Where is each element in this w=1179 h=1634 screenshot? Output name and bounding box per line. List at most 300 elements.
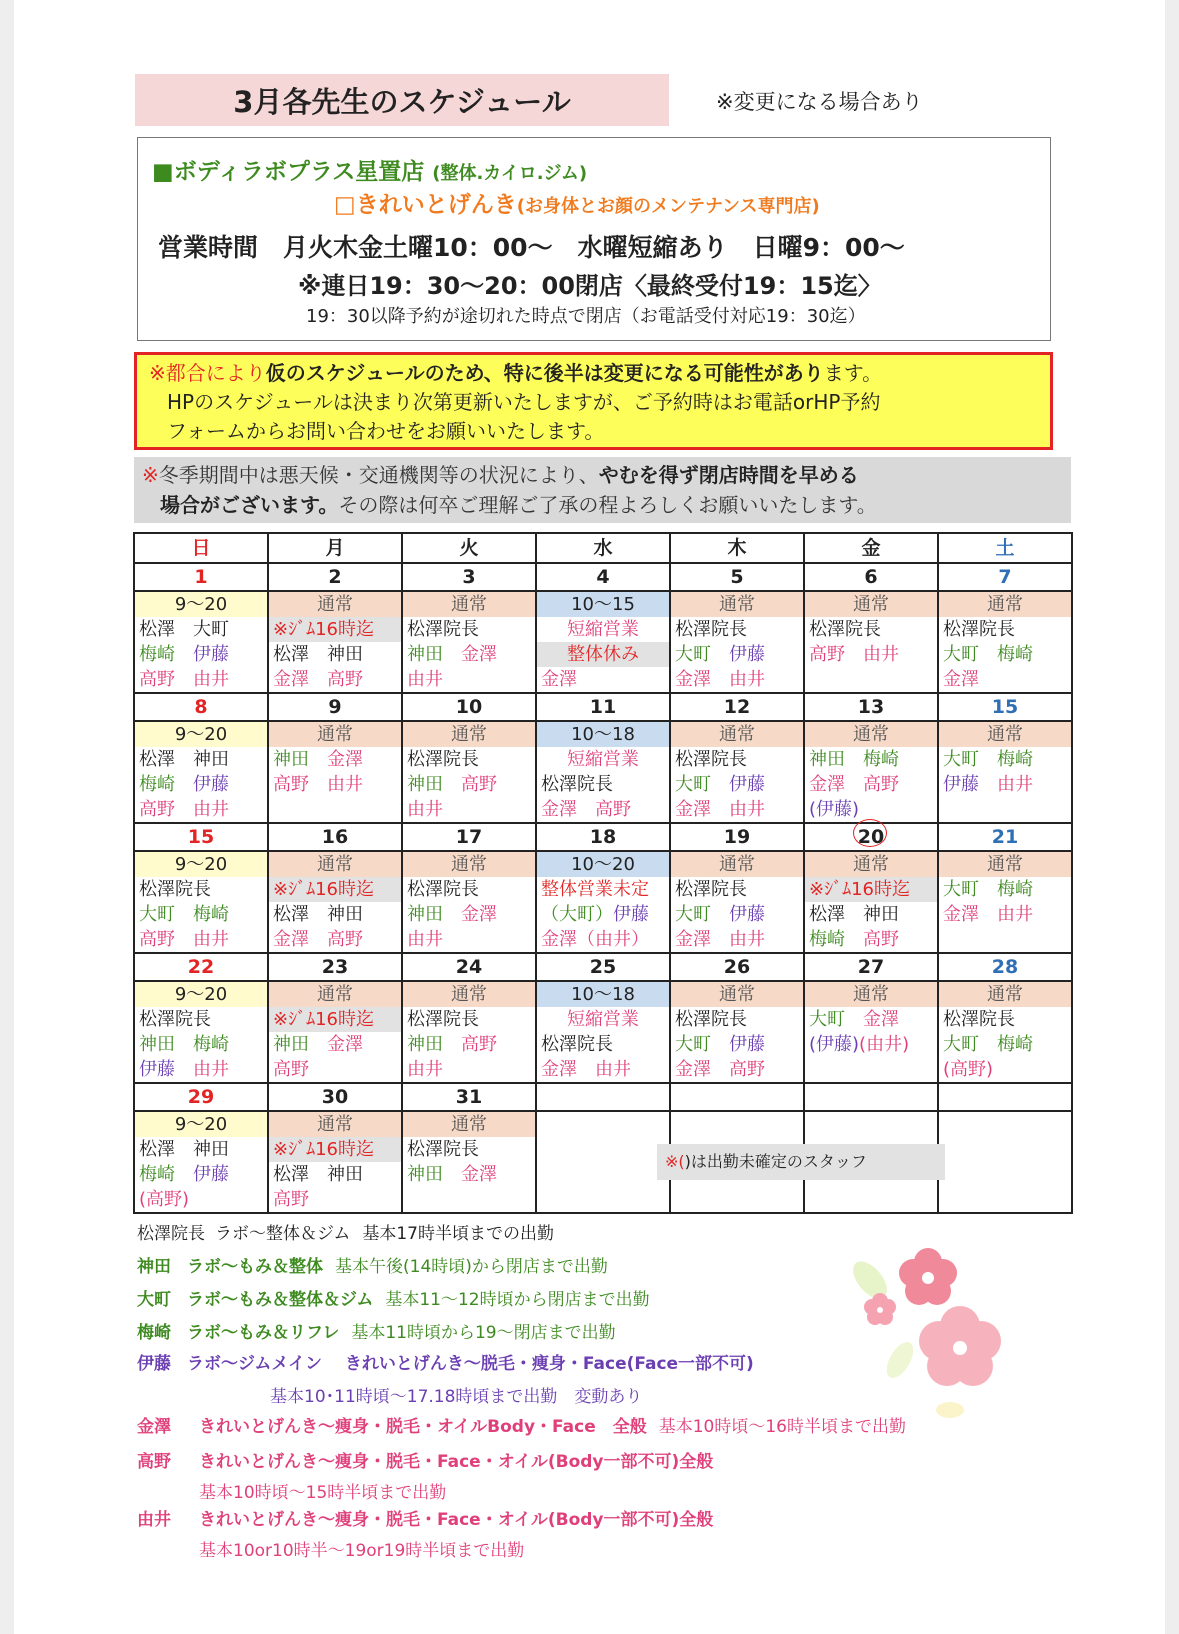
business-hours: 営業時間 月火木金土曜10：00～ 水曜短縮あり 日曜9：00～ xyxy=(158,233,905,262)
staff-line xyxy=(269,617,401,642)
staff-name: 由井 xyxy=(407,929,443,950)
staff-entry xyxy=(137,1252,608,1277)
day-cell xyxy=(402,851,536,953)
day-cell xyxy=(804,721,938,823)
day-number: 15 xyxy=(134,823,268,851)
staff-name: 金澤 高野 xyxy=(675,1059,765,1080)
day-number: 4 xyxy=(536,563,670,591)
warning-end: ます。 xyxy=(823,361,883,385)
staff-entry-desc: 基本午後(14時頃)から閉店まで出勤 xyxy=(335,1257,608,1277)
staff-line xyxy=(403,667,535,692)
winter-text-2: その際は何卒ご理解ご了承の程よろしくお願いいたします。 xyxy=(338,493,877,517)
staff-name: 金澤 高野 xyxy=(273,929,363,950)
staff-name: 金澤 xyxy=(327,749,363,770)
staff-name: 伊藤 xyxy=(193,644,229,665)
staff-line xyxy=(537,1007,669,1032)
staff-line xyxy=(805,1057,937,1082)
staff-name: 高野 由井 xyxy=(139,929,229,950)
staff-name: 由井 xyxy=(997,774,1033,795)
note-mark: ※( xyxy=(665,1152,685,1171)
staff-line xyxy=(671,747,803,772)
staff-name: 松澤院長 xyxy=(943,619,1015,640)
staff-name: 松澤院長 xyxy=(407,879,479,900)
staff-line xyxy=(135,797,267,822)
staff-name: 大町 xyxy=(675,1034,729,1055)
staff-line xyxy=(135,667,267,692)
staff-entry-name: 由井 xyxy=(137,1510,171,1530)
weekday-mon: 月 xyxy=(268,533,402,563)
day-cell xyxy=(134,851,268,953)
staff-name: 金澤 高野 xyxy=(809,774,899,795)
staff-line xyxy=(135,642,267,667)
staff-name: 金澤 由井 xyxy=(943,904,1033,925)
staff-name: 神田 xyxy=(407,774,461,795)
staff-line xyxy=(671,1057,803,1082)
staff-line xyxy=(537,617,669,642)
day-number: 12 xyxy=(670,693,804,721)
staff-entry-name: 伊藤 xyxy=(137,1354,171,1374)
staff-entry xyxy=(137,1219,554,1244)
staff-name: 大町 梅崎 xyxy=(943,644,1033,665)
staff-entry-desc: 基本11時頃から19～閉店まで出勤 xyxy=(351,1323,616,1343)
day-number: 18 xyxy=(536,823,670,851)
staff-line xyxy=(805,927,937,952)
change-note: ※変更になる場合あり xyxy=(716,90,923,114)
staff-name: 梅崎 xyxy=(139,774,193,795)
hours-header: 9～20 xyxy=(135,982,267,1007)
day-number xyxy=(804,1083,938,1111)
weekday-tue: 火 xyxy=(402,533,536,563)
day-number: 28 xyxy=(938,953,1072,981)
hours-header: 9～20 xyxy=(135,722,267,747)
staff-line xyxy=(269,1187,401,1212)
staff-line xyxy=(135,1032,267,1057)
warning-bold: 仮のスケジュールのため、特に後半は変更になる可能性があり xyxy=(265,361,824,385)
staff-entry-desc-line xyxy=(270,1382,642,1407)
staff-name: 松澤院長 xyxy=(809,619,881,640)
day-number: 30 xyxy=(268,1083,402,1111)
staff-line xyxy=(269,1057,401,1082)
staff-entry-desc-line xyxy=(199,1478,446,1503)
staff-line xyxy=(403,797,535,822)
staff-name: 松澤院長 xyxy=(407,1139,479,1160)
staff-line xyxy=(135,747,267,772)
staff-line xyxy=(537,1057,669,1082)
staff-name: 高野 xyxy=(461,1034,497,1055)
day-number: 24 xyxy=(402,953,536,981)
staff-name: 整体営業未定 xyxy=(541,879,649,900)
staff-name: 高野 由井 xyxy=(139,799,229,820)
staff-name: 高野 由井 xyxy=(139,669,229,690)
day-cell xyxy=(268,1111,402,1213)
staff-name: 神田 xyxy=(273,1034,327,1055)
winter-bold-2: 場合がございます。 xyxy=(160,493,339,517)
staff-entry xyxy=(137,1412,906,1437)
hours-header: 10～15 xyxy=(537,592,669,617)
kirei-name-text: □きれいとげんき xyxy=(334,192,517,218)
staff-name: 松澤院長 xyxy=(675,749,747,770)
hours-header: 通常 xyxy=(805,852,937,877)
day-cell xyxy=(938,591,1072,693)
staff-line xyxy=(135,877,267,902)
staff-line xyxy=(135,927,267,952)
staff-line xyxy=(537,667,669,692)
staff-name: 金澤 xyxy=(461,644,497,665)
weekday-thu: 木 xyxy=(670,533,804,563)
staff-line xyxy=(671,772,803,797)
staff-name: 松澤院長 xyxy=(139,879,211,900)
staff-name: 由井 xyxy=(407,1059,443,1080)
staff-line xyxy=(671,927,803,952)
staff-line xyxy=(805,747,937,772)
staff-line xyxy=(939,902,1071,927)
day-number: 21 xyxy=(938,823,1072,851)
day-cell xyxy=(268,981,402,1083)
staff-name: 松澤院長 xyxy=(541,1034,613,1055)
staff-name: 金澤 xyxy=(461,904,497,925)
staff-name: 梅崎 xyxy=(139,644,193,665)
staff-name: (伊藤) xyxy=(809,1034,860,1055)
staff-name: 伊藤 xyxy=(729,774,765,795)
day-cell xyxy=(670,591,804,693)
staff-name: (由井) xyxy=(859,1034,910,1055)
staff-line xyxy=(939,747,1071,772)
staff-entry-name: 松澤院長 xyxy=(137,1224,205,1244)
schedule-row xyxy=(134,721,1072,823)
staff-line xyxy=(671,902,803,927)
hours-header: 通常 xyxy=(269,852,401,877)
staff-name: 金澤 由井 xyxy=(675,799,765,820)
circled-date-mark xyxy=(853,819,887,847)
staff-line xyxy=(939,667,1071,692)
day-number: 2 xyxy=(268,563,402,591)
staff-line xyxy=(939,1057,1071,1082)
staff-line xyxy=(939,927,1071,952)
staff-line xyxy=(805,772,937,797)
staff-line xyxy=(269,1137,401,1162)
day-number: 15 xyxy=(938,693,1072,721)
staff-line xyxy=(805,617,937,642)
staff-name: 伊藤 xyxy=(613,904,649,925)
hours-header: 通常 xyxy=(671,982,803,1007)
staff-name: 金澤 xyxy=(461,1164,497,1185)
staff-name: 大町 梅崎 xyxy=(139,904,229,925)
day-cell xyxy=(536,981,670,1083)
staff-entry xyxy=(137,1349,766,1374)
staff-entry-desc: 基本17時半頃までの出勤 xyxy=(362,1224,554,1244)
staff-line xyxy=(403,927,535,952)
staff-name: 伊藤 xyxy=(193,1164,229,1185)
staff-name: 短縮営業 xyxy=(567,619,639,640)
winter-notice xyxy=(134,457,1071,523)
day-cell xyxy=(134,1111,268,1213)
staff-entry-desc: 基本10時頃～15時半頃まで出勤 xyxy=(199,1483,447,1503)
staff-name: (伊藤) xyxy=(809,799,860,820)
date-row xyxy=(134,1083,1072,1111)
staff-line xyxy=(537,877,669,902)
staff-line xyxy=(671,797,803,822)
day-cell xyxy=(670,851,804,953)
hours-header: 通常 xyxy=(671,722,803,747)
staff-line xyxy=(269,667,401,692)
staff-name: 金澤 由井 xyxy=(541,1059,631,1080)
staff-line xyxy=(537,642,669,667)
staff-name: ※ｼﾞﾑ16時迄 xyxy=(273,619,374,640)
staff-name: (高野) xyxy=(943,1059,994,1080)
day-number: 9 xyxy=(268,693,402,721)
staff-name: ※ｼﾞﾑ16時迄 xyxy=(809,879,910,900)
staff-name: 由井 xyxy=(407,669,443,690)
staff-entry-name: 神田 xyxy=(137,1257,171,1277)
kirei-name-sub: (お身体とお顔のメンテナンス専門店) xyxy=(516,196,820,217)
staff-entry-desc: 基本11～12時頃から閉店まで出勤 xyxy=(385,1290,650,1310)
staff-entry-name: 高野 xyxy=(137,1452,171,1472)
staff-name: 神田 梅崎 xyxy=(809,749,899,770)
staff-name: ※ｼﾞﾑ16時迄 xyxy=(273,1139,374,1160)
staff-name: 高野 由井 xyxy=(273,774,363,795)
staff-entry-desc: 基本10時頃～16時半頃まで出勤 xyxy=(658,1417,906,1437)
staff-name: 金澤 高野 xyxy=(273,669,363,690)
staff-name: 伊藤 xyxy=(729,904,765,925)
staff-entry-desc-line xyxy=(199,1536,524,1561)
staff-line xyxy=(537,1032,669,1057)
staff-line xyxy=(269,927,401,952)
note-text: )は出勤未確定のスタッフ xyxy=(684,1152,867,1171)
hours-header: 10～18 xyxy=(537,982,669,1007)
staff-line xyxy=(135,772,267,797)
day-cell xyxy=(804,851,938,953)
staff-line xyxy=(135,1162,267,1187)
staff-line xyxy=(403,642,535,667)
plum-blossom-decoration xyxy=(840,1240,1020,1420)
staff-name: 高野 xyxy=(863,929,899,950)
store-name-sub: (整体.カイロ.ジム) xyxy=(432,163,588,184)
staff-name: 梅崎 xyxy=(809,929,863,950)
staff-name: 神田 xyxy=(407,644,461,665)
day-cell xyxy=(268,851,402,953)
store-info-box xyxy=(137,137,1051,341)
staff-line xyxy=(805,1007,937,1032)
closing-time: ※連日19：30～20：00閉店〈最終受付19：15迄〉 xyxy=(298,272,882,300)
hours-header: 通常 xyxy=(805,982,937,1007)
staff-entry-name: 大町 xyxy=(137,1290,171,1310)
staff-name: 金澤 xyxy=(943,669,979,690)
staff-name: 伊藤 xyxy=(193,774,229,795)
staff-name: 松澤 神田 xyxy=(273,904,363,925)
hours-header: 通常 xyxy=(403,982,535,1007)
staff-line xyxy=(671,1032,803,1057)
staff-line xyxy=(135,902,267,927)
day-number: 6 xyxy=(804,563,938,591)
staff-line xyxy=(269,772,401,797)
staff-entry xyxy=(137,1505,725,1530)
staff-line xyxy=(671,617,803,642)
day-number xyxy=(670,1083,804,1111)
hours-header: 通常 xyxy=(939,592,1071,617)
staff-line xyxy=(135,1187,267,1212)
staff-line xyxy=(537,927,669,952)
day-number: 11 xyxy=(536,693,670,721)
staff-entry-name: 金澤 xyxy=(137,1417,171,1437)
day-cell xyxy=(804,591,938,693)
day-number: 13 xyxy=(804,693,938,721)
staff-line xyxy=(805,667,937,692)
day-cell xyxy=(268,721,402,823)
day-number: 22 xyxy=(134,953,268,981)
staff-name: 神田 xyxy=(273,749,327,770)
staff-line xyxy=(135,1007,267,1032)
staff-line xyxy=(403,772,535,797)
staff-name: 金澤（由井） xyxy=(541,929,649,950)
staff-name: 短縮営業 xyxy=(567,1009,639,1030)
staff-name: 松澤院長 xyxy=(407,1009,479,1030)
staff-line xyxy=(403,1137,535,1162)
staff-name: 神田 梅崎 xyxy=(139,1034,229,1055)
day-cell xyxy=(804,981,938,1083)
day-cell xyxy=(134,981,268,1083)
schedule-row xyxy=(134,1111,1072,1213)
staff-name: 大町 梅崎 xyxy=(943,749,1033,770)
day-cell xyxy=(536,851,670,953)
staff-line xyxy=(403,1057,535,1082)
staff-line xyxy=(671,877,803,902)
day-number: 17 xyxy=(402,823,536,851)
weekday-sun: 日 xyxy=(134,533,268,563)
staff-entry-desc: 基本10or10時半～19or19時半頃まで出勤 xyxy=(199,1541,525,1561)
staff-name: 松澤 神田 xyxy=(809,904,899,925)
day-number xyxy=(938,1083,1072,1111)
staff-entry-role: ラボ～もみ＆整体 xyxy=(187,1257,323,1277)
day-number: 5 xyxy=(670,563,804,591)
store-name xyxy=(152,153,587,186)
day-cell xyxy=(134,721,268,823)
staff-line xyxy=(403,747,535,772)
day-cell xyxy=(938,721,1072,823)
staff-line xyxy=(805,1032,937,1057)
warning-line-3: フォームからお問い合わせをお願いいたします。 xyxy=(167,419,605,443)
day-cell xyxy=(402,1111,536,1213)
weekday-wed: 水 xyxy=(536,533,670,563)
weekday-sat: 土 xyxy=(938,533,1072,563)
staff-name: 伊藤 xyxy=(943,774,997,795)
hours-header: 通常 xyxy=(939,722,1071,747)
staff-entry-role: きれいとげんき～痩身・脱毛・Face・オイル(Body一部不可)全般 xyxy=(199,1510,714,1530)
staff-line xyxy=(403,877,535,902)
day-number: 31 xyxy=(402,1083,536,1111)
staff-line xyxy=(671,642,803,667)
day-cell xyxy=(938,981,1072,1083)
staff-name: 松澤院長 xyxy=(407,619,479,640)
left-margin xyxy=(0,0,14,1634)
staff-line xyxy=(537,772,669,797)
hours-header: 10～18 xyxy=(537,722,669,747)
hours-header: 通常 xyxy=(939,982,1071,1007)
staff-name: ※ｼﾞﾑ16時迄 xyxy=(273,879,374,900)
staff-line xyxy=(671,1007,803,1032)
hours-header: 通常 xyxy=(403,852,535,877)
staff-line xyxy=(537,902,669,927)
staff-name: 金澤 xyxy=(327,1034,363,1055)
hours-header: 通常 xyxy=(269,982,401,1007)
day-cell xyxy=(536,1111,867,1213)
day-number: 26 xyxy=(670,953,804,981)
hours-header: 通常 xyxy=(269,722,401,747)
staff-name: 整体休み xyxy=(567,644,639,665)
day-number: 29 xyxy=(134,1083,268,1111)
staff-line xyxy=(537,747,669,772)
staff-name: (高野) xyxy=(139,1189,190,1210)
staff-name: 大町 梅崎 xyxy=(943,879,1033,900)
staff-line xyxy=(403,902,535,927)
day-cell xyxy=(402,591,536,693)
winter-text-1: 冬季期間中は悪天候・交通機関等の状況により、 xyxy=(158,463,599,487)
hours-header: 通常 xyxy=(671,592,803,617)
day-number: 25 xyxy=(536,953,670,981)
staff-name: 大町 xyxy=(675,904,729,925)
page-title: 3月各先生のスケジュール xyxy=(135,74,669,126)
winter-bold-1: やむを得ず閉店時間を早める xyxy=(598,463,859,487)
staff-line xyxy=(537,797,669,822)
kirei-name xyxy=(334,186,820,219)
warning-mark: ※都合により xyxy=(149,361,266,385)
day-cell xyxy=(268,591,402,693)
reservation-note: 19：30以降予約が途切れた時点で閉店（お電話受付対応19：30迄） xyxy=(306,306,866,327)
day-number: 1 xyxy=(134,563,268,591)
staff-entry-desc: 基本10･11時頃～17.18時頃まで出勤 変動あり xyxy=(270,1387,643,1407)
schedule-row xyxy=(134,981,1072,1083)
day-cell xyxy=(402,981,536,1083)
date-row xyxy=(134,823,1072,851)
day-cell xyxy=(938,1111,1072,1213)
day-cell xyxy=(670,981,804,1083)
staff-name: 神田 xyxy=(407,1164,461,1185)
staff-name: 伊藤 xyxy=(729,1034,765,1055)
staff-line xyxy=(269,902,401,927)
day-cell xyxy=(134,591,268,693)
staff-line xyxy=(269,642,401,667)
staff-name: 松澤院長 xyxy=(675,879,747,900)
staff-line xyxy=(939,877,1071,902)
staff-name: 伊藤 xyxy=(139,1059,193,1080)
hours-header: 通常 xyxy=(403,1112,535,1137)
hours-header: 通常 xyxy=(805,722,937,747)
schedule-calendar xyxy=(133,532,1073,1214)
date-row xyxy=(134,563,1072,591)
hours-header: 9～20 xyxy=(135,852,267,877)
staff-line xyxy=(403,1007,535,1032)
staff-name: 松澤 神田 xyxy=(139,1139,229,1160)
staff-name: 松澤 神田 xyxy=(139,749,229,770)
staff-line xyxy=(135,1137,267,1162)
day-cell xyxy=(536,721,670,823)
staff-name: 大町 xyxy=(675,644,729,665)
hours-header: 通常 xyxy=(671,852,803,877)
staff-name: 高野 xyxy=(273,1189,309,1210)
day-number: 23 xyxy=(268,953,402,981)
staff-name: 高野 由井 xyxy=(809,644,899,665)
date-row xyxy=(134,693,1072,721)
tentative-staff-note xyxy=(657,1144,945,1180)
day-number: 7 xyxy=(938,563,1072,591)
staff-name: 松澤院長 xyxy=(407,749,479,770)
staff-entry-role: ラボ～もみ＆リフレ xyxy=(187,1323,340,1343)
staff-line xyxy=(939,1032,1071,1057)
hours-header: 9～20 xyxy=(135,1112,267,1137)
hours-header: 通常 xyxy=(403,592,535,617)
staff-name: 松澤院長 xyxy=(675,1009,747,1030)
weekday-fri: 金 xyxy=(804,533,938,563)
staff-name: 松澤院長 xyxy=(675,619,747,640)
